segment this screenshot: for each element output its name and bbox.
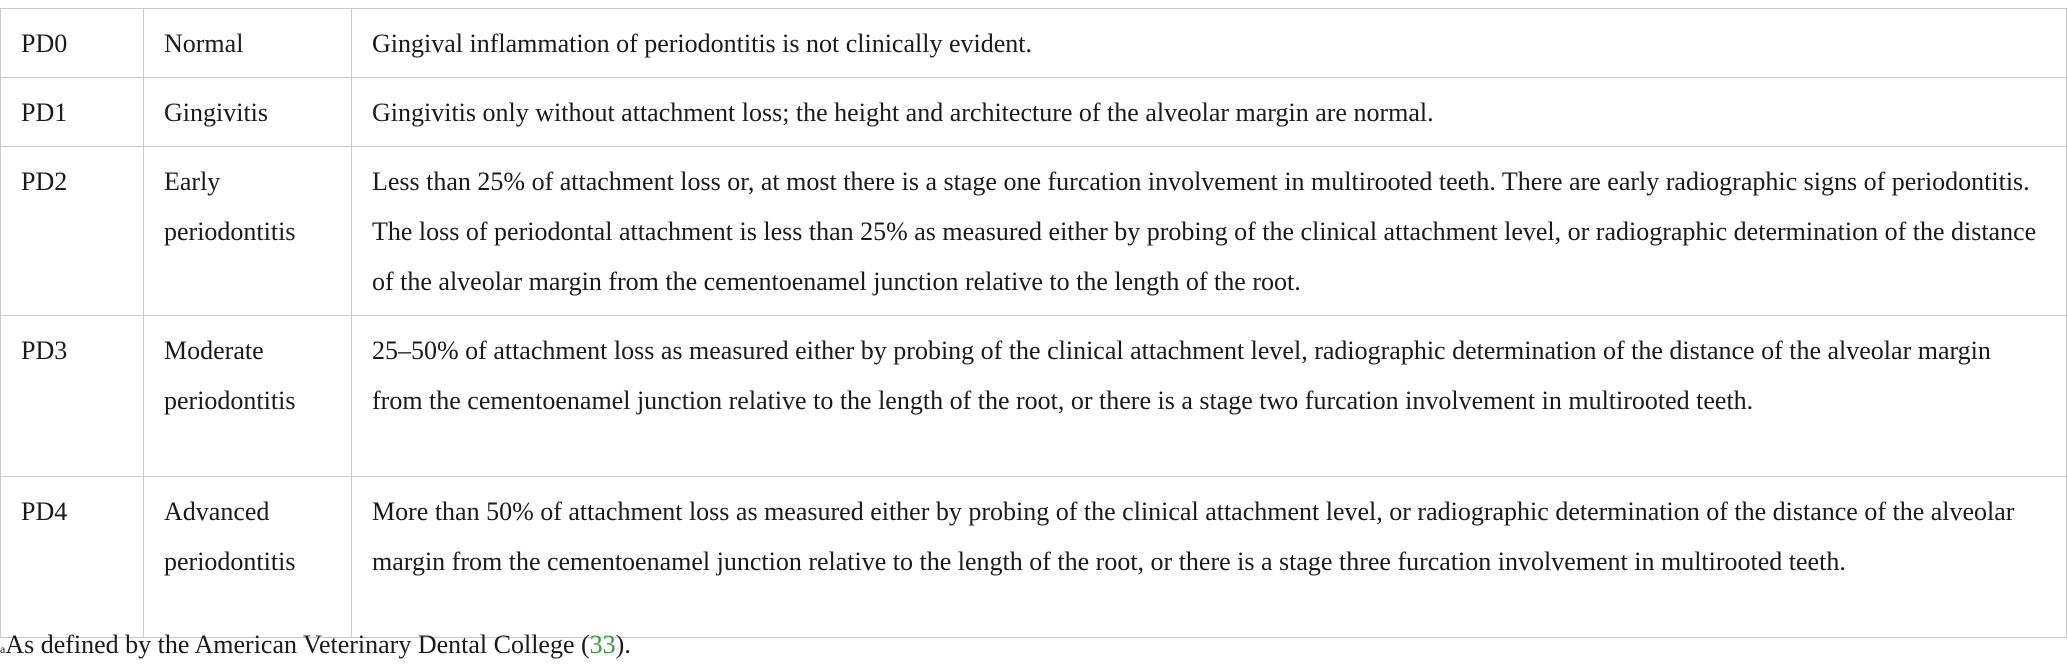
table-row (1, 316, 2067, 477)
stage-name-cell: Moderate periodontitis (144, 316, 352, 477)
stage-name-cell: Gingivitis (144, 78, 352, 147)
classification-table-container (0, 8, 2067, 638)
stage-description-cell: Gingivitis only without attachment loss; the height and architecture of the alveolar margin are normal. (352, 78, 2067, 147)
table-footnote (0, 627, 631, 663)
footnote-marker: a (0, 642, 6, 656)
stage-name-cell: Normal (144, 9, 352, 78)
stage-code-cell: PD1 (1, 78, 144, 147)
stage-description-cell: 25–50% of attachment loss as measured either by probing of the clinical attachment level, radiographic determination of the distance of the alveolar margin from the cementoenamel junction relative to the length of the root, or there is a stage two furcation involvement in multirooted teeth. (352, 316, 2067, 477)
stage-description-cell: Gingival inflammation of periodontitis is not clinically evident. (352, 9, 2067, 78)
table-row (1, 9, 2067, 78)
table-row (1, 147, 2067, 316)
stage-description-cell: Less than 25% of attachment loss or, at most there is a stage one furcation involvement in multirooted teeth. There are early radiographic signs of periodontitis. The loss of periodontal attachment is less than 25% as measured either by probing of the clinical attachment level, or radiographic determination of the distance of the alveolar margin from the cementoenamel junction relative to the length of the root. (352, 147, 2067, 316)
stage-description-cell: More than 50% of attachment loss as measured either by probing of the clinical attachment level, or radiographic determination of the distance of the alveolar margin from the cementoenamel junction relative to the length of the root, or there is a stage three furcation involvement in multirooted teeth. (352, 477, 2067, 638)
footnote-suffix: ). (615, 630, 631, 659)
stage-code-cell: PD4 (1, 477, 144, 638)
stage-code-cell: PD0 (1, 9, 144, 78)
table-row (1, 477, 2067, 638)
stage-code-cell: PD2 (1, 147, 144, 316)
footnote-text: As defined by the American Veterinary Dental College ( (5, 630, 590, 659)
table-row (1, 78, 2067, 147)
reference-link[interactable]: 33 (589, 630, 616, 659)
periodontal-disease-table (0, 8, 2067, 638)
stage-code-cell: PD3 (1, 316, 144, 477)
stage-name-cell: Advanced periodontitis (144, 477, 352, 638)
stage-name-cell: Early periodontitis (144, 147, 352, 316)
